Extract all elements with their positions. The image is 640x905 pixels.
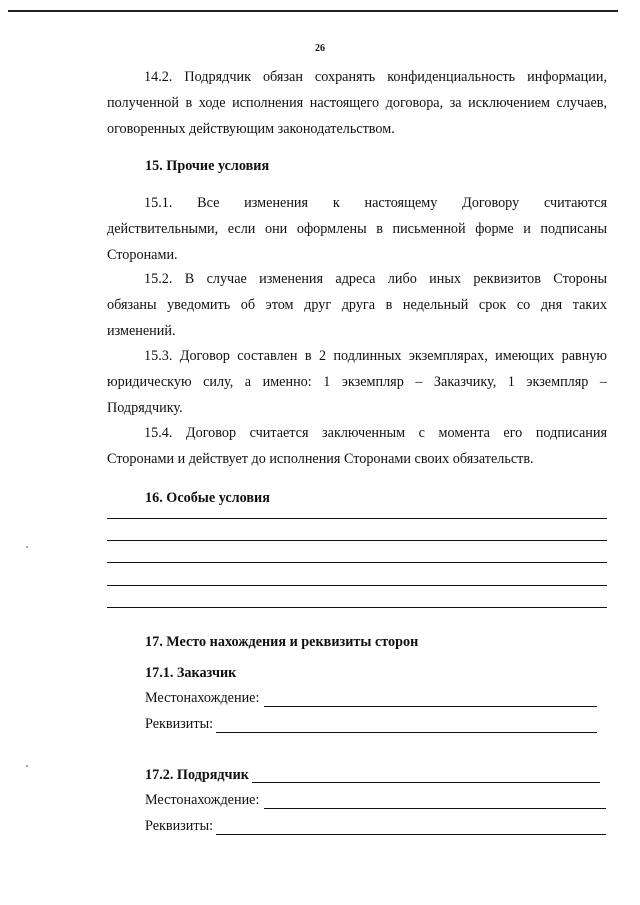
- contractor-heading-line: [252, 782, 600, 783]
- paragraph-line: оговоренных действующим законодательством.: [107, 121, 395, 137]
- scan-speck: [26, 546, 28, 548]
- customer-details-line: [216, 732, 597, 733]
- contractor-heading: 17.2. Подрядчик: [145, 767, 249, 783]
- paragraph-line: полученной в ходе исполнения настоящего договора, за исключением случаев,: [107, 95, 607, 111]
- section-15-heading: 15. Прочие условия: [145, 158, 270, 174]
- paragraph-15-2: [107, 266, 607, 344]
- contractor-details-label: Реквизиты:: [145, 818, 214, 834]
- top-border-line: [8, 10, 618, 12]
- paragraph-14-2: [107, 64, 607, 142]
- paragraph-line: обязаны уведомить об этом друг друга в недельный срок со дня таких: [107, 297, 607, 313]
- blank-line: [107, 540, 607, 541]
- contractor-details-line: [216, 834, 606, 835]
- paragraph-line: юридическую силу, а именно: 1 экземпляр – Заказчику, 1 экземпляр –: [107, 374, 607, 390]
- page-number: 26: [315, 43, 325, 54]
- contractor-location-line: [264, 808, 606, 809]
- customer-heading: 17.1. Заказчик: [145, 665, 237, 681]
- paragraph-15-4: [107, 420, 607, 472]
- paragraph-line: Сторонами.: [107, 247, 178, 263]
- customer-details-label: Реквизиты:: [145, 716, 214, 732]
- paragraph-line: Сторонами и действует до исполнения Сторонами своих обязательств.: [107, 451, 534, 467]
- section-17-heading: 17. Место нахождения и реквизиты сторон: [145, 634, 419, 650]
- paragraph-line: действительными, если они оформлены в письменной форме и подписаны: [107, 221, 607, 237]
- blank-line: [107, 562, 607, 563]
- paragraph-line: изменений.: [107, 323, 176, 339]
- scan-speck: [26, 765, 28, 767]
- customer-location-label: Местонахождение:: [145, 690, 260, 706]
- blank-line: [107, 518, 607, 519]
- paragraph-15-1: [107, 190, 607, 268]
- paragraph-line: 14.2. Подрядчик обязан сохранять конфиденциальность информации,: [144, 69, 607, 85]
- blank-line: [107, 607, 607, 608]
- paragraph-15-3: [107, 343, 607, 421]
- customer-location-line: [264, 706, 597, 707]
- paragraph-line: Подрядчику.: [107, 400, 183, 416]
- paragraph-line: 15.1. Все изменения к настоящему Договору считаются: [144, 195, 607, 211]
- contractor-location-label: Местонахождение:: [145, 792, 260, 808]
- paragraph-line: 15.2. В случае изменения адреса либо иных реквизитов Стороны: [144, 271, 607, 287]
- paragraph-line: 15.4. Договор считается заключенным с момента его подписания: [144, 425, 607, 441]
- paragraph-line: 15.3. Договор составлен в 2 подлинных экземплярах, имеющих равную: [144, 348, 607, 364]
- section-16-heading: 16. Особые условия: [145, 490, 270, 506]
- blank-line: [107, 585, 607, 586]
